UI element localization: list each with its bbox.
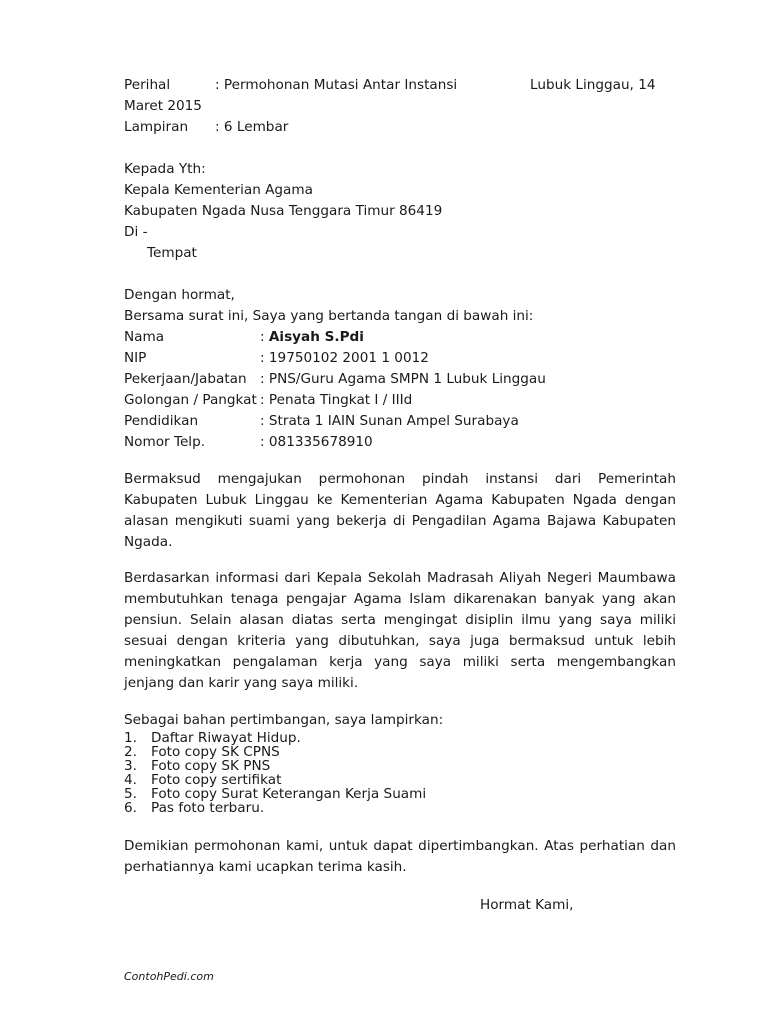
list-text: Daftar Riwayat Hidup. bbox=[151, 730, 301, 746]
identity-value: : PNS/Guru Agama SMPN 1 Lubuk Linggau bbox=[260, 371, 546, 387]
closing-paragraph: Demikian permohonan kami, untuk dapat dipertimbangkan. Atas perhatian dan perhatiannya kami ucapkan terima kasih. bbox=[124, 838, 676, 875]
recipient-greeting: Kepada Yth: bbox=[124, 161, 206, 177]
body-paragraph-1: Bermaksud mengajukan permohonan pindah instansi dari Pemerintah Kabupaten Lubuk Linggau ke Kementerian Agama Kabupaten Ngada dengan alasan mengikuti suami yang bekerja di Pengadilan Agama Bajawa Kabupaten Ngada. bbox=[124, 471, 676, 550]
identity-label: Pekerjaan/Jabatan bbox=[124, 371, 247, 387]
identity-value: : 081335678910 bbox=[260, 434, 373, 450]
list-number: 1. bbox=[124, 730, 137, 746]
identity-value: : 19750102 2001 1 0012 bbox=[260, 350, 429, 366]
identity-label: Nama bbox=[124, 329, 165, 345]
perihal-value: : Permohonan Mutasi Antar Instansi bbox=[215, 77, 458, 93]
recipient-line1: Kepala Kementerian Agama bbox=[124, 182, 313, 198]
body-paragraph-2: Berdasarkan informasi dari Kepala Sekolah Madrasah Aliyah Negeri Maumbawa membutuhkan tenaga pengajar Agama Islam dikarenakan banyak yang akan pensiun. Selain alasan diatas serta mengingat disiplin ilmu yang saya miliki sesuai dengan kriteria yang dibutuhkan, saya juga bermaksud untuk lebih meningkatkan pengalaman kerja yang saya miliki serta mengembangkan jenjang dan karir yang saya miliki. bbox=[124, 570, 676, 691]
list-text: Pas foto terbaru. bbox=[151, 800, 265, 816]
lampiran-label: Lampiran bbox=[124, 119, 189, 135]
perihal-label: Perihal bbox=[124, 77, 171, 93]
identity-value: : Penata Tingkat I / IIId bbox=[260, 392, 413, 408]
attachments-intro: Sebagai bahan pertimbangan, saya lampirkan: bbox=[124, 712, 444, 728]
identity-value: : Aisyah S.Pdi bbox=[260, 329, 364, 345]
signature-regards: Hormat Kami, bbox=[480, 897, 574, 913]
identity-label: Golongan / Pangkat bbox=[124, 392, 257, 408]
recipient-line2: Kabupaten Ngada Nusa Tenggara Timur 86419 bbox=[124, 203, 443, 219]
list-number: 6. bbox=[124, 800, 137, 816]
list-text: Foto copy Surat Keterangan Kerja Suami bbox=[151, 786, 427, 802]
recipient-line3: Di - bbox=[124, 224, 148, 240]
place-date-part1: Lubuk Linggau, 14 bbox=[530, 77, 656, 93]
lampiran-value: : 6 Lembar bbox=[215, 119, 289, 135]
identity-value: : Strata 1 IAIN Sunan Ampel Surabaya bbox=[260, 413, 519, 429]
list-text: Foto copy SK CPNS bbox=[151, 744, 280, 760]
place-date-part2: Maret 2015 bbox=[124, 98, 202, 114]
list-text: Foto copy sertifikat bbox=[151, 772, 282, 788]
identity-label: NIP bbox=[124, 350, 147, 366]
identity-label: Nomor Telp. bbox=[124, 434, 206, 450]
list-number: 3. bbox=[124, 758, 137, 774]
identity-label: Pendidikan bbox=[124, 413, 199, 429]
list-number: 2. bbox=[124, 744, 137, 760]
intro: Bersama surat ini, Saya yang bertanda tangan di bawah ini: bbox=[124, 308, 534, 324]
footer-watermark: ContohPedi.com bbox=[124, 970, 214, 983]
list-number: 5. bbox=[124, 786, 137, 802]
recipient-line4: Tempat bbox=[147, 245, 197, 261]
list-number: 4. bbox=[124, 772, 137, 788]
list-text: Foto copy SK PNS bbox=[151, 758, 271, 774]
salutation: Dengan hormat, bbox=[124, 287, 235, 303]
